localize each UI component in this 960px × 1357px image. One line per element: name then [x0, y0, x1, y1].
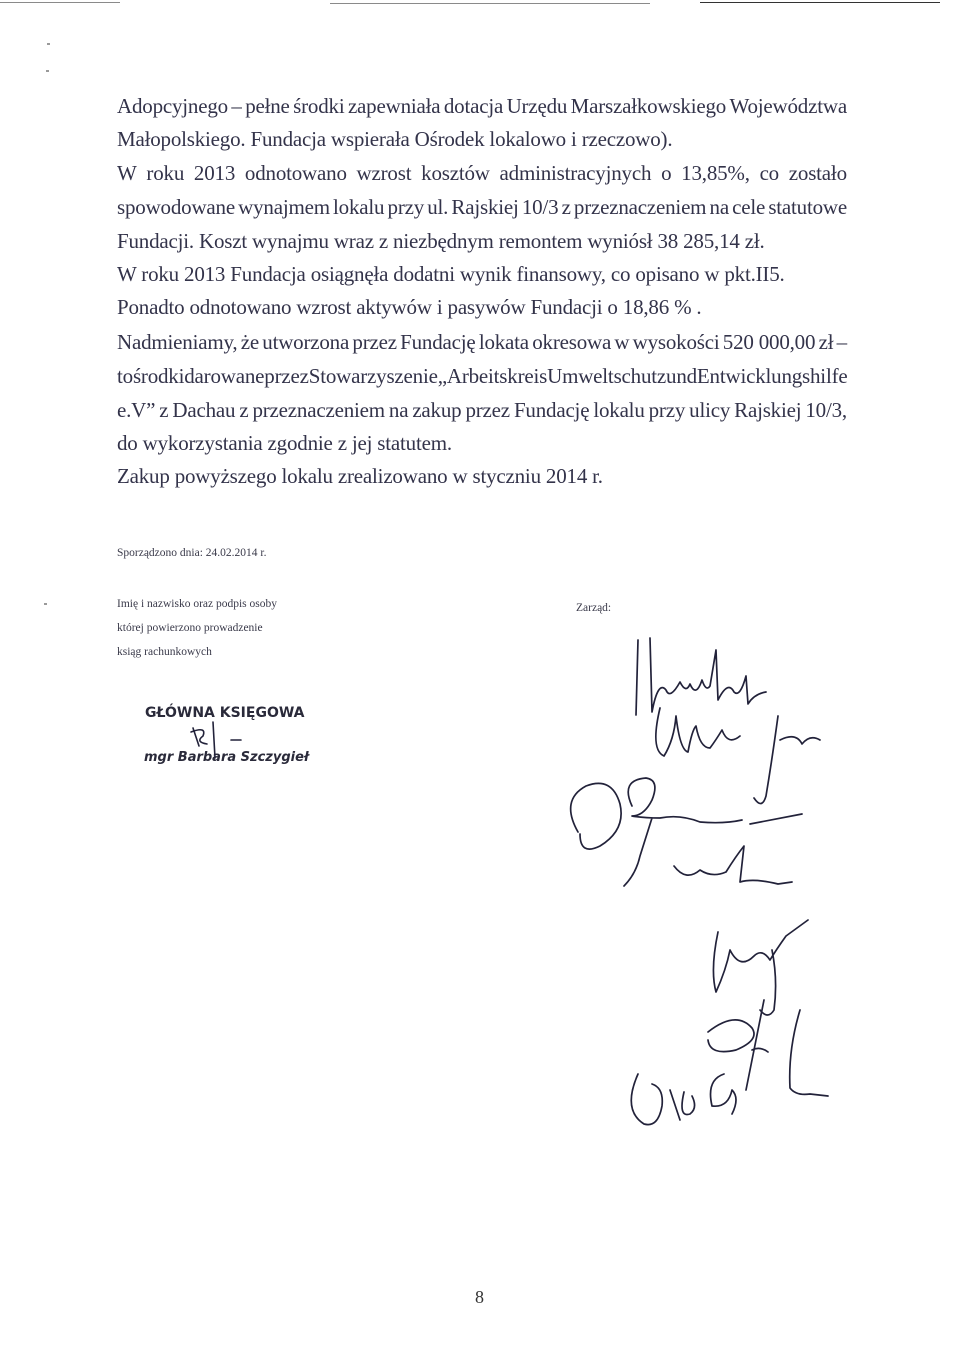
word: pełne [245, 94, 290, 118]
word: przez [264, 364, 309, 388]
word: z [561, 195, 571, 219]
word: o [661, 161, 672, 185]
text-line-5: Fundacji. Koszt wynajmu wraz z niezbędnym remontem wyniósł 38 285,14 zł. [117, 229, 765, 253]
scan-edge-line [0, 0, 960, 6]
word: wzrost [356, 161, 412, 185]
board-signatures [540, 620, 940, 1140]
word: odnotowano [244, 161, 347, 185]
word: wynajmem [238, 195, 330, 219]
stamp-title: GŁÓWNA KSIĘGOWA [145, 705, 305, 721]
text-line-8 [117, 332, 847, 353]
word: Dachau [172, 398, 236, 422]
word: ul. [427, 195, 449, 219]
word: przy [387, 195, 425, 219]
word: zakup [412, 398, 462, 422]
word: lokalu [593, 398, 645, 422]
word: przy [648, 398, 686, 422]
word: okresowa [532, 330, 612, 354]
word: – [231, 94, 242, 118]
word: 2013 [193, 161, 236, 185]
accountant-label-2: której powierzono prowadzenie [117, 622, 263, 634]
accountant-label-1: Imię i nazwisko oraz podpis osoby [117, 598, 278, 610]
word: W [117, 161, 137, 185]
text-line-6: W roku 2013 Fundacja osiągnęła dodatni wynik finansowy, co opisano w pkt.II5. [117, 262, 785, 286]
text-line-9 [117, 366, 847, 387]
stamp-name: mgr Barbara Szczygieł [144, 750, 309, 765]
scan-speck [46, 70, 49, 72]
word: z [239, 398, 249, 422]
text-line-7: Ponadto odnotowano wzrost aktywów i pasywów Fundacji o 18,86 % . [117, 295, 702, 319]
word: zostało [788, 161, 847, 185]
scan-speck [44, 603, 47, 605]
word: na [388, 398, 409, 422]
word: ulicy [689, 398, 731, 422]
word: Umweltschutz [547, 364, 667, 388]
word: Urzędu [506, 94, 568, 118]
word: 520 000,00 [722, 330, 816, 354]
word: – [836, 330, 847, 354]
word: przez [352, 330, 397, 354]
date-line: Sporządzono dnia: 24.02.2014 r. [117, 547, 267, 559]
word: z [159, 398, 169, 422]
word: przez [465, 398, 510, 422]
text-line-1 [117, 96, 847, 117]
board-label: Zarząd: [576, 602, 612, 614]
word: że [240, 330, 259, 354]
text-line-11: do wykorzystania zgodnie z jej statutem. [117, 431, 452, 455]
word: darowane [184, 364, 265, 388]
word: utworzona [262, 330, 350, 354]
word: statutowe [768, 195, 847, 219]
word: w [614, 330, 630, 354]
word: Marszałkowskiego [570, 94, 727, 118]
word: 13,85%, [681, 161, 750, 185]
text-line-12: Zakup powyższego lokalu zrealizowano w styczniu 2014 r. [117, 464, 603, 488]
word: to [117, 364, 133, 388]
text-line-4 [117, 197, 847, 218]
word: Stowarzyszenie [308, 364, 438, 388]
word: na [709, 195, 729, 219]
word: Adopcyjnego [117, 94, 228, 118]
word: lokata [478, 330, 529, 354]
word: Nadmieniamy, [117, 330, 238, 354]
word: roku [146, 161, 185, 185]
word: Fundację [400, 330, 476, 354]
word: kosztów [421, 161, 490, 185]
word: środki [293, 94, 345, 118]
word: co [759, 161, 779, 185]
word: środki [132, 364, 185, 388]
word: e.V” [117, 398, 156, 422]
word: Entwicklungshilfe [696, 364, 848, 388]
word: spowodowane [117, 195, 235, 219]
word: zł [818, 330, 834, 354]
scan-speck [47, 43, 50, 45]
word: Rajskiej [734, 398, 802, 422]
text-line-2: Małopolskiego. Fundacja wspierała Ośrodek lokalowo i rzeczowo). [117, 127, 673, 151]
page-number: 8 [475, 1287, 484, 1307]
word: Rajskiej [451, 195, 519, 219]
text-line-3 [117, 163, 847, 184]
word: cele [732, 195, 766, 219]
accountant-signature [185, 720, 265, 770]
word: dotacja [443, 94, 504, 118]
word: wysokości [632, 330, 720, 354]
word: 10/3, [805, 398, 847, 422]
word: przeznaczeniem [573, 195, 707, 219]
word: przeznaczeniem [252, 398, 385, 422]
word: Fundację [513, 398, 590, 422]
accountant-label-3: ksiąg rachunkowych [117, 646, 212, 658]
word: zapewniała [347, 94, 441, 118]
word: administracyjnych [499, 161, 652, 185]
word: und [666, 364, 697, 388]
text-line-10 [117, 400, 847, 421]
word: Województwa [729, 94, 847, 118]
word: 10/3 [521, 195, 559, 219]
word: lokalu [333, 195, 385, 219]
word: „Arbeitskreis [437, 364, 548, 388]
